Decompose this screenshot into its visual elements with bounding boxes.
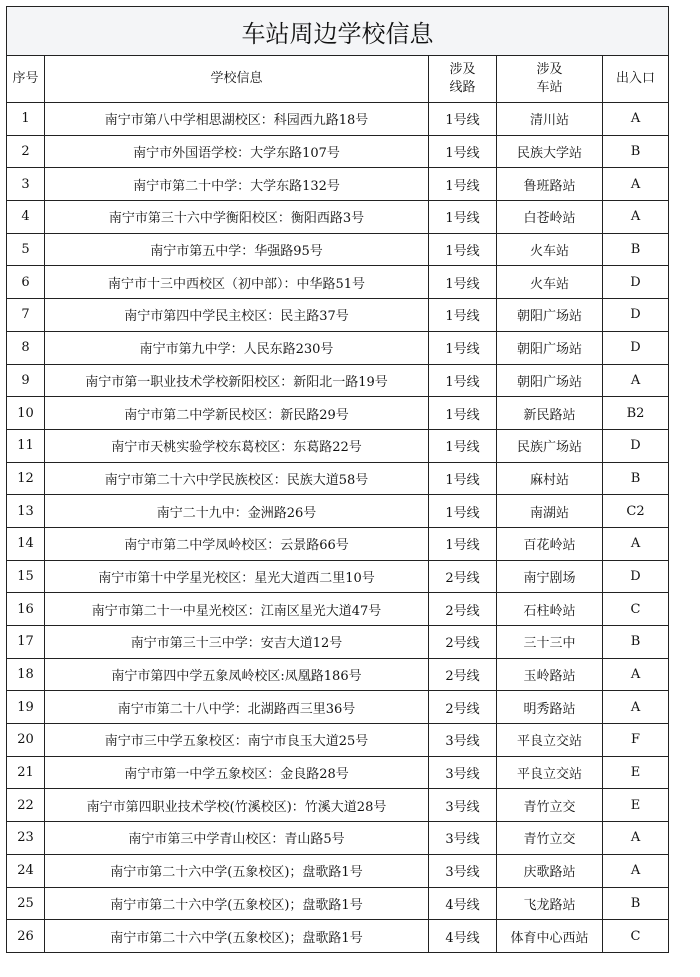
cell-no: 4 bbox=[7, 201, 45, 234]
cell-no: 10 bbox=[7, 397, 45, 430]
cell-no: 25 bbox=[7, 887, 45, 920]
table-row bbox=[7, 724, 669, 757]
cell-line: 1号线 bbox=[429, 462, 497, 495]
cell-line: 1号线 bbox=[429, 168, 497, 201]
header-station bbox=[497, 56, 603, 103]
cell-no: 20 bbox=[7, 724, 45, 757]
cell-school: 南宁市第四中学民主校区：民主路37号 bbox=[45, 299, 429, 332]
cell-exit: B bbox=[603, 233, 669, 266]
cell-school: 南宁二十九中：金洲路26号 bbox=[45, 495, 429, 528]
table-header-row bbox=[7, 56, 669, 103]
table-row bbox=[7, 462, 669, 495]
cell-exit: A bbox=[603, 658, 669, 691]
cell-station: 明秀路站 bbox=[497, 691, 603, 724]
cell-station: 青竹立交 bbox=[497, 789, 603, 822]
cell-exit: A bbox=[603, 822, 669, 855]
cell-station: 民族大学站 bbox=[497, 135, 603, 168]
cell-school: 南宁市第八中学相思湖校区：科园西九路18号 bbox=[45, 103, 429, 136]
cell-station: 白苍岭站 bbox=[497, 201, 603, 234]
table-row bbox=[7, 789, 669, 822]
table-row bbox=[7, 560, 669, 593]
cell-line: 3号线 bbox=[429, 789, 497, 822]
cell-school: 南宁市第五中学：华强路95号 bbox=[45, 233, 429, 266]
cell-exit: A bbox=[603, 168, 669, 201]
cell-school: 南宁市第二十八中学：北湖路西三里36号 bbox=[45, 691, 429, 724]
cell-station: 石柱岭站 bbox=[497, 593, 603, 626]
table-row bbox=[7, 201, 669, 234]
cell-station: 平良立交站 bbox=[497, 756, 603, 789]
cell-school: 南宁市第三十三中学：安吉大道12号 bbox=[45, 626, 429, 659]
table-row bbox=[7, 887, 669, 920]
cell-station: 朝阳广场站 bbox=[497, 364, 603, 397]
cell-no: 5 bbox=[7, 233, 45, 266]
cell-line: 1号线 bbox=[429, 201, 497, 234]
cell-school: 南宁市第四职业技术学校(竹溪校区)：竹溪大道28号 bbox=[45, 789, 429, 822]
cell-line: 1号线 bbox=[429, 299, 497, 332]
table-row bbox=[7, 756, 669, 789]
cell-station: 新民路站 bbox=[497, 397, 603, 430]
cell-exit: A bbox=[603, 527, 669, 560]
table-row bbox=[7, 299, 669, 332]
cell-station: 清川站 bbox=[497, 103, 603, 136]
cell-exit: A bbox=[603, 854, 669, 887]
cell-no: 11 bbox=[7, 429, 45, 462]
cell-no: 8 bbox=[7, 331, 45, 364]
page-title: 车站周边学校信息 bbox=[7, 7, 669, 56]
table-row bbox=[7, 691, 669, 724]
cell-school: 南宁市天桃实验学校东葛校区：东葛路22号 bbox=[45, 429, 429, 462]
cell-school: 南宁市第二中学新民校区：新民路29号 bbox=[45, 397, 429, 430]
cell-exit: B bbox=[603, 887, 669, 920]
cell-school: 南宁市第三中学青山校区：青山路5号 bbox=[45, 822, 429, 855]
cell-school: 南宁市第四中学五象凤岭校区:凤凰路186号 bbox=[45, 658, 429, 691]
header-exit: 出入口 bbox=[603, 56, 669, 103]
cell-line: 3号线 bbox=[429, 724, 497, 757]
cell-station: 朝阳广场站 bbox=[497, 331, 603, 364]
table-row bbox=[7, 495, 669, 528]
cell-school: 南宁市第二十六中学民族校区：民族大道58号 bbox=[45, 462, 429, 495]
header-line-bottom: 线路 bbox=[449, 80, 476, 95]
cell-station: 南湖站 bbox=[497, 495, 603, 528]
table-row bbox=[7, 331, 669, 364]
table-row bbox=[7, 854, 669, 887]
cell-school: 南宁市第三十六中学衡阳校区：衡阳西路3号 bbox=[45, 201, 429, 234]
table-row bbox=[7, 135, 669, 168]
cell-exit: A bbox=[603, 364, 669, 397]
header-station-top: 涉及 bbox=[536, 62, 563, 77]
cell-no: 24 bbox=[7, 854, 45, 887]
table-row bbox=[7, 626, 669, 659]
cell-line: 1号线 bbox=[429, 364, 497, 397]
cell-line: 3号线 bbox=[429, 756, 497, 789]
cell-exit: B2 bbox=[603, 397, 669, 430]
cell-exit: D bbox=[603, 266, 669, 299]
header-station-bottom: 车站 bbox=[536, 80, 563, 95]
cell-no: 2 bbox=[7, 135, 45, 168]
table-row bbox=[7, 397, 669, 430]
cell-school: 南宁市第二十六中学(五象校区)；盘歌路1号 bbox=[45, 920, 429, 953]
cell-exit: F bbox=[603, 724, 669, 757]
cell-station: 青竹立交 bbox=[497, 822, 603, 855]
cell-exit: C2 bbox=[603, 495, 669, 528]
cell-school: 南宁市第二十六中学(五象校区)；盘歌路1号 bbox=[45, 854, 429, 887]
cell-exit: C bbox=[603, 593, 669, 626]
cell-line: 2号线 bbox=[429, 626, 497, 659]
table-body bbox=[7, 103, 669, 953]
cell-station: 麻村站 bbox=[497, 462, 603, 495]
cell-line: 4号线 bbox=[429, 920, 497, 953]
cell-exit: E bbox=[603, 789, 669, 822]
cell-school: 南宁市第二十中学：大学东路132号 bbox=[45, 168, 429, 201]
cell-school: 南宁市三中学五象校区：南宁市良玉大道25号 bbox=[45, 724, 429, 757]
cell-line: 2号线 bbox=[429, 691, 497, 724]
cell-no: 21 bbox=[7, 756, 45, 789]
cell-line: 1号线 bbox=[429, 331, 497, 364]
cell-no: 17 bbox=[7, 626, 45, 659]
cell-exit: A bbox=[603, 201, 669, 234]
table-row bbox=[7, 429, 669, 462]
cell-no: 23 bbox=[7, 822, 45, 855]
table-row bbox=[7, 658, 669, 691]
cell-station: 鲁班路站 bbox=[497, 168, 603, 201]
cell-no: 7 bbox=[7, 299, 45, 332]
cell-exit: D bbox=[603, 299, 669, 332]
cell-line: 2号线 bbox=[429, 658, 497, 691]
cell-school: 南宁市第二中学凤岭校区：云景路66号 bbox=[45, 527, 429, 560]
cell-no: 3 bbox=[7, 168, 45, 201]
cell-line: 1号线 bbox=[429, 495, 497, 528]
table-row bbox=[7, 364, 669, 397]
header-no: 序号 bbox=[7, 56, 45, 103]
cell-no: 16 bbox=[7, 593, 45, 626]
cell-exit: B bbox=[603, 626, 669, 659]
cell-line: 1号线 bbox=[429, 103, 497, 136]
cell-school: 南宁市第一中学五象校区：金良路28号 bbox=[45, 756, 429, 789]
cell-no: 14 bbox=[7, 527, 45, 560]
table-row bbox=[7, 920, 669, 953]
table-row bbox=[7, 822, 669, 855]
school-info-sheet bbox=[6, 6, 668, 953]
cell-school: 南宁市第十中学星光校区：星光大道西二里10号 bbox=[45, 560, 429, 593]
cell-no: 22 bbox=[7, 789, 45, 822]
table-row bbox=[7, 233, 669, 266]
table-row bbox=[7, 103, 669, 136]
cell-no: 26 bbox=[7, 920, 45, 953]
cell-exit: C bbox=[603, 920, 669, 953]
cell-station: 体育中心西站 bbox=[497, 920, 603, 953]
cell-station: 玉岭路站 bbox=[497, 658, 603, 691]
table-row bbox=[7, 527, 669, 560]
cell-line: 1号线 bbox=[429, 527, 497, 560]
cell-station: 民族广场站 bbox=[497, 429, 603, 462]
cell-exit: B bbox=[603, 135, 669, 168]
cell-no: 13 bbox=[7, 495, 45, 528]
cell-no: 18 bbox=[7, 658, 45, 691]
cell-school: 南宁市第一职业技术学校新阳校区：新阳北一路19号 bbox=[45, 364, 429, 397]
table-row bbox=[7, 266, 669, 299]
cell-no: 9 bbox=[7, 364, 45, 397]
cell-line: 2号线 bbox=[429, 560, 497, 593]
cell-school: 南宁市第二十一中星光校区：江南区星光大道47号 bbox=[45, 593, 429, 626]
cell-no: 12 bbox=[7, 462, 45, 495]
table-row bbox=[7, 593, 669, 626]
cell-line: 4号线 bbox=[429, 887, 497, 920]
cell-station: 平良立交站 bbox=[497, 724, 603, 757]
cell-line: 1号线 bbox=[429, 266, 497, 299]
cell-station: 南宁剧场 bbox=[497, 560, 603, 593]
header-school: 学校信息 bbox=[45, 56, 429, 103]
header-line bbox=[429, 56, 497, 103]
cell-line: 1号线 bbox=[429, 135, 497, 168]
cell-station: 火车站 bbox=[497, 266, 603, 299]
cell-exit: B bbox=[603, 462, 669, 495]
header-line-top: 涉及 bbox=[449, 62, 476, 77]
cell-exit: E bbox=[603, 756, 669, 789]
cell-line: 3号线 bbox=[429, 822, 497, 855]
cell-school: 南宁市十三中西校区（初中部）：中华路51号 bbox=[45, 266, 429, 299]
cell-line: 1号线 bbox=[429, 233, 497, 266]
cell-exit: A bbox=[603, 103, 669, 136]
cell-station: 庆歌路站 bbox=[497, 854, 603, 887]
cell-school: 南宁市第二十六中学(五象校区)；盘歌路1号 bbox=[45, 887, 429, 920]
cell-no: 6 bbox=[7, 266, 45, 299]
cell-line: 1号线 bbox=[429, 397, 497, 430]
cell-exit: A bbox=[603, 691, 669, 724]
cell-station: 百花岭站 bbox=[497, 527, 603, 560]
cell-station: 三十三中 bbox=[497, 626, 603, 659]
cell-line: 2号线 bbox=[429, 593, 497, 626]
cell-station: 飞龙路站 bbox=[497, 887, 603, 920]
cell-school: 南宁市外国语学校：大学东路107号 bbox=[45, 135, 429, 168]
school-info-table bbox=[6, 6, 669, 953]
cell-exit: D bbox=[603, 429, 669, 462]
cell-station: 火车站 bbox=[497, 233, 603, 266]
cell-no: 19 bbox=[7, 691, 45, 724]
table-row bbox=[7, 168, 669, 201]
cell-school: 南宁市第九中学：人民东路230号 bbox=[45, 331, 429, 364]
cell-exit: D bbox=[603, 560, 669, 593]
cell-exit: D bbox=[603, 331, 669, 364]
cell-line: 3号线 bbox=[429, 854, 497, 887]
cell-no: 15 bbox=[7, 560, 45, 593]
cell-no: 1 bbox=[7, 103, 45, 136]
cell-station: 朝阳广场站 bbox=[497, 299, 603, 332]
cell-line: 1号线 bbox=[429, 429, 497, 462]
